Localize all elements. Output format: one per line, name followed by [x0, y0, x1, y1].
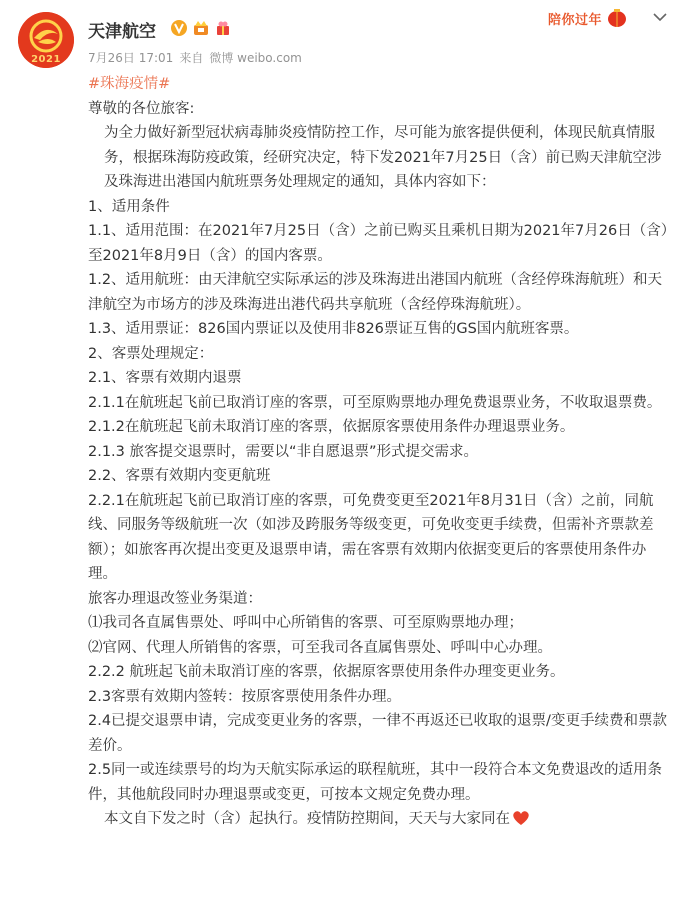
avatar-year: 2021: [31, 54, 61, 65]
avatar[interactable]: [18, 12, 74, 68]
paragraph: 2.1.2在航班起飞前未取消订座的客票，依据原客票使用条件办理退票业务。: [88, 419, 575, 435]
user-name[interactable]: 天津航空: [88, 22, 156, 42]
post-time[interactable]: 7月26日 17:01: [88, 51, 174, 65]
festival-badge[interactable]: [548, 6, 642, 30]
paragraph: 2.2、客票有效期内变更航班: [88, 468, 271, 484]
paragraph: 2.2.1在航班起飞前已取消订座的客票，可免费变更至2021年8月31日（含）之前，同航线、同服务等级航班一次（如涉及跨服务等级变更，可免收变更手续费，但需补齐票款差额）；如旅客再次提出变更及退票申请，需在客票有效期内依据变更后的客票使用条件办理。: [88, 492, 654, 582]
chevron-down-icon[interactable]: [652, 10, 668, 24]
heart-icon: [512, 810, 530, 826]
paragraph: 旅客办理退改签业务渠道：: [88, 590, 262, 607]
paragraph: 2.5同一或连续票号的均为天航实际承运的联程航班，其中一段符合本文免费退改的适用条件，其他航段同时办理退票或变更，可按本文规定免费办理。: [88, 762, 663, 803]
paragraph: 1.2、适用航班：由天津航空实际承运的涉及珠海进出港国内航班（含经停珠海航班）和天津航空为市场方的涉及珠海进出港代码共享航班（含经停珠海航班）。: [88, 272, 663, 313]
paragraph: 2、客票处理规定：: [88, 345, 214, 362]
source-prefix: 来自: [179, 51, 204, 65]
paragraph: ⑴我司各直属售票处、呼叫中心所销售的客票、可至原购票地办理；: [88, 615, 523, 631]
post-meta: [88, 49, 308, 66]
red-lantern-icon: [606, 7, 628, 29]
paragraph: 2.1.3 旅客提交退票时，需要以“非自愿退票”形式提交需求。: [88, 443, 479, 460]
closing-paragraph: [88, 807, 668, 832]
paragraph: 尊敬的各位旅客:: [88, 100, 195, 117]
paragraph: 2.2.2 航班起飞前未取消订座的客票，依据原客票使用条件办理变更业务。: [88, 664, 565, 680]
festival-badge-text: 陪你过年: [548, 12, 603, 28]
paragraph: 2.1、客票有效期内退票: [88, 370, 242, 386]
paragraph: 2.1.1在航班起飞前已取消订座的客票，可至原购票地办理免费退票业务，不收取退票费。: [88, 394, 662, 411]
festival-gift-icon: [214, 19, 232, 37]
topic-link[interactable]: #珠海疫情#: [88, 76, 171, 92]
paragraph: 1、适用条件: [88, 198, 170, 215]
closing-text: 本文自下发之时（含）起执行。疫情防控期间，天天与大家同在: [104, 811, 510, 827]
member-crown-icon: [192, 19, 210, 37]
paragraph: 2.4已提交退票申请，完成变更业务的客票，一律不再返还已收取的退票/变更手续费和票款差价。: [88, 713, 667, 754]
paragraph: 2.3客票有效期内签转：按原客票使用条件办理。: [88, 688, 402, 705]
paragraph: 1.3、适用票证：826国内票证以及使用非826票证互售的GS国内航班客票。: [88, 321, 579, 337]
paragraph: ⑵官网、代理人所销售的客票，可至我司各直属售票处、呼叫中心办理。: [88, 639, 552, 656]
paragraph: 1.1、适用范围：在2021年7月25日（含）之前已购买且乘机日期为2021年7月26日（含）至2021年8月9日（含）的国内客票。: [88, 223, 668, 264]
paragraph: 为全力做好新型冠状病毒肺炎疫情防控工作，尽可能为旅客提供便利，体现民航真情服务，根据珠海防疫政策，经研究决定，特下发2021年7月25日（含）前已购天津航空涉及珠海进出港国内航班票务处理规定的通知，具体内容如下：: [104, 125, 662, 190]
verified-v-icon: [170, 19, 188, 37]
post-content: [88, 72, 668, 832]
badges: [170, 18, 232, 38]
post-source[interactable]: 微博 weibo.com: [209, 51, 302, 65]
